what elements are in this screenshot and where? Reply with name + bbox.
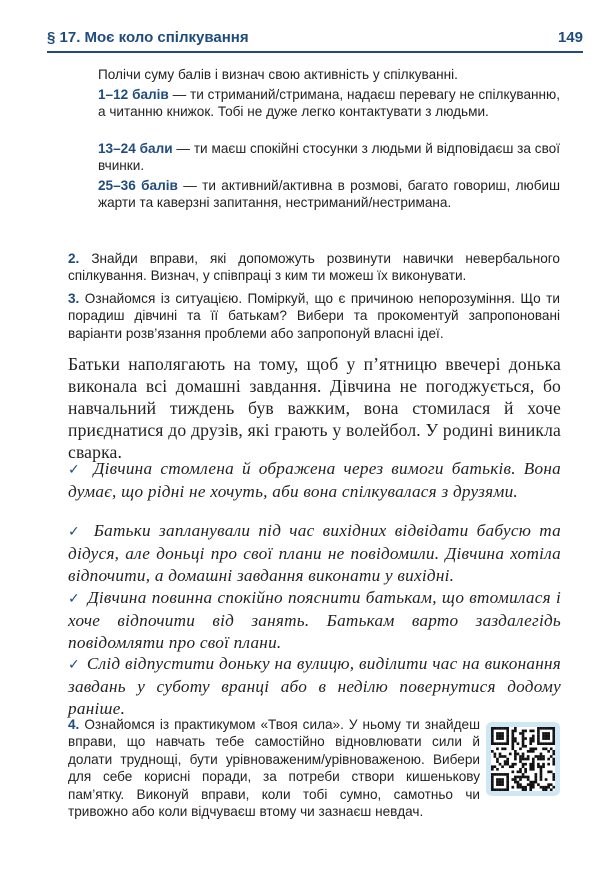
option-1 [68,458,561,503]
option-2 [68,520,561,587]
scale-range: 1–12 балів [98,87,169,102]
checkmark-icon: ✓ [68,524,84,540]
option-4 [68,653,561,720]
scale-text: — ти активний/активна в розмові, багато говориш, любиш жарти та каверзні запитання, нестриманий/нестримана. [98,178,560,211]
task-text: Ознайомся із ситуацією. Поміркуй, що є причиною непорозуміння. Що ти порадиш дівчині та її батькам? Вибери та прокоментуй запропоновані варіанти розв’язання проблеми або запропонуй власні ідеї. [68,291,560,341]
option-3 [68,587,561,654]
checkmark-icon: ✓ [68,462,84,478]
scale-text: — ти стриманий/стримана, надаєш перевагу не спілкуванню, а читанню книжок. Тобі не дуже легко контактувати з людьми. [98,87,560,120]
option-text: Батьки запланували під час вихідних відвідати бабусю та дідуся, але доньці про свої плани не повідомили. Дівчина хотіла відпочити, а домашні завдання виконати у вихідні. [68,521,562,585]
task-text: Знайди вправи, які допоможуть розвинути навички невербального спілкування. Визнач, у співпраці з ким ти можеш їх виконувати. [68,251,560,284]
task-3 [68,290,560,342]
scale-text: — ти маєш спокійні стосунки з людьми й відповідаєш за свої вчинки. [98,141,560,174]
task-2 [68,250,560,285]
option-text: Дівчина повинна спокійно пояснити батькам, що втомилася і хоче відпочити від занять. Батькам варто заздалегідь повідомляти про свої плани. [68,588,562,652]
scale-range: 25–36 балів [98,178,178,193]
task-number: 3. [68,291,80,306]
checkmark-icon: ✓ [68,657,81,673]
page-header [47,28,583,52]
task-text: Ознайомся із практикумом «Твоя сила». У ньому ти знайдеш вправи, що навчать тебе самостійно відновлювати сили й долати труднощі, бути урівноваженим/урівноваженою. Вибери для себе корисні поради, за потреби створи кишенькову пам’ятку. Виконуй вправи, коли тобі сумно, самотньо чи тривожно або коли відчуваєш втому чи зазнаєш невдач. [68,717,481,820]
option-text: Дівчина стомлена й ображена через вимоги батьків. Вона думає, що рідні не хочуть, аби вона спілкувалася з друзями. [68,459,562,501]
task-number: 2. [68,251,80,266]
qr-code-icon[interactable] [486,722,560,796]
scoring-intro: Полічи суму балів і визнач свою активність у спілкуванні. [98,67,458,82]
task-4 [68,716,480,820]
scale-range: 13–24 бали [98,141,173,156]
situation-text: Батьки наполягають на тому, щоб у п’ятницю ввечері донька виконала всі домашні завдання. Дівчина не погоджується, бо навчальний тиждень був важким, вона стомилася й хоче приєднатися до друзів, які грають у волейбол. У родині виникла сварка. [68,354,561,462]
page-number: 149 [557,29,583,46]
header-rule [47,51,583,53]
section-title: § 17. Моє коло спілкування [47,29,249,46]
checkmark-icon: ✓ [68,591,81,607]
task-number: 4. [68,717,80,732]
scale-item-low [98,86,560,121]
scale-item-mid [98,140,560,175]
scale-item-high [98,177,560,212]
option-text: Слід відпустити доньку на вулицю, виділити час на виконання завдань у суботу вранці або в неділю повернутися додому раніше. [68,654,562,718]
